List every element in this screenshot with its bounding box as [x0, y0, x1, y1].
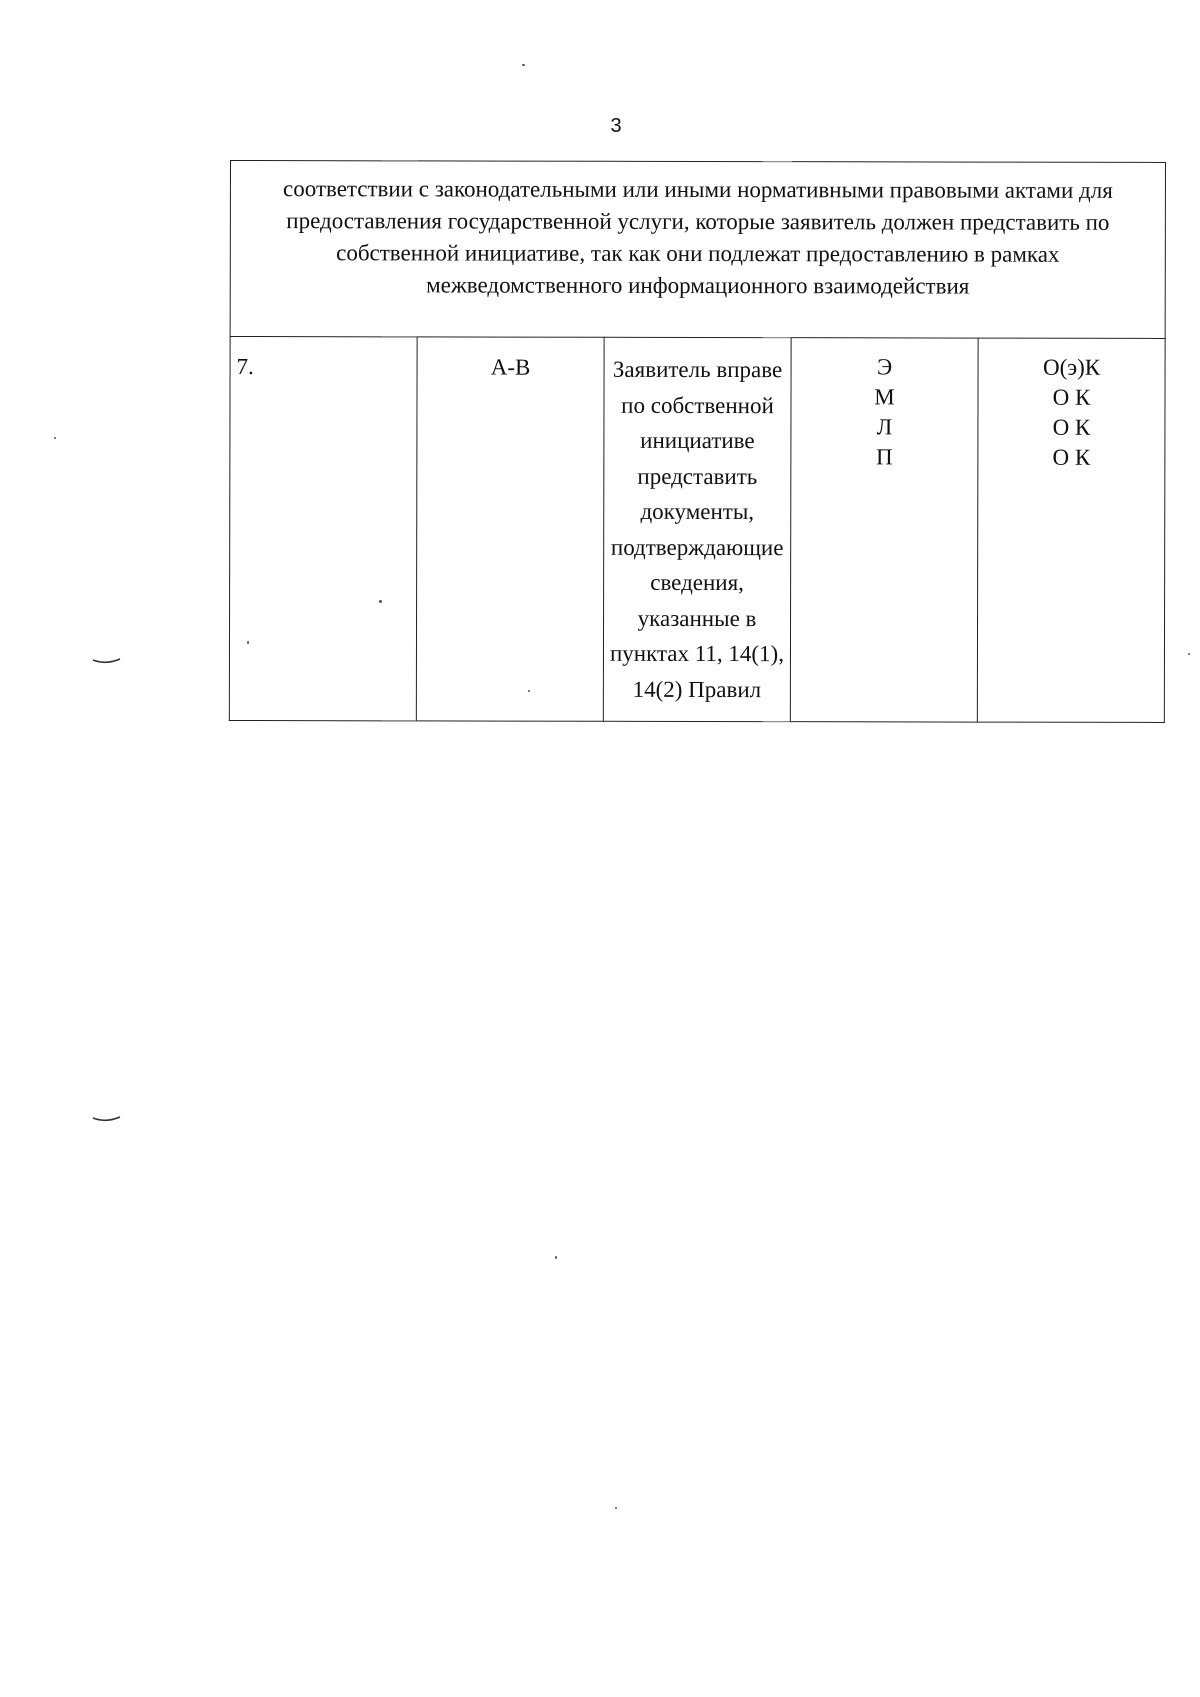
scan-speck — [528, 690, 530, 692]
form-code: П — [876, 444, 893, 470]
scan-speck — [1188, 653, 1190, 655]
page-number: 3 — [610, 115, 622, 137]
row-number: 7. — [229, 337, 417, 721]
scan-speck — [522, 64, 525, 66]
row-results-cell — [977, 338, 1165, 722]
form-code: Л — [876, 414, 893, 440]
result-code: О(э)К — [1042, 354, 1101, 380]
table-header-row — [230, 161, 1165, 339]
form-code: М — [874, 384, 895, 410]
scan-speck — [379, 600, 382, 603]
row-forms-cell — [790, 338, 978, 722]
scan-speck — [615, 1507, 617, 1509]
result-code: О К — [1052, 444, 1091, 470]
table-header-cell: соответствии с законодательными или иными нормативными правовыми актами для предоставления государственной услуги, которые заявитель должен представить по собственной инициативе, так как они подлежат предоставлению в рамках межведомственного информационного взаимодействия — [230, 161, 1165, 339]
row-code: А-В — [416, 337, 604, 721]
scan-speck — [247, 641, 249, 644]
scan-mark — [92, 656, 122, 666]
scan-speck — [54, 437, 56, 439]
form-code: Э — [876, 354, 893, 380]
row-description: Заявитель вправе по собственной инициативе представить документы, подтверждающие сведения, указанные в пунктах 11, 14(1), 14(2) Правил — [603, 337, 791, 721]
result-code: О К — [1052, 414, 1091, 440]
document-table — [229, 160, 1166, 723]
scan-mark — [92, 1114, 122, 1124]
result-code: О К — [1052, 384, 1091, 410]
scan-speck — [555, 1256, 557, 1259]
table-row — [229, 337, 1165, 723]
